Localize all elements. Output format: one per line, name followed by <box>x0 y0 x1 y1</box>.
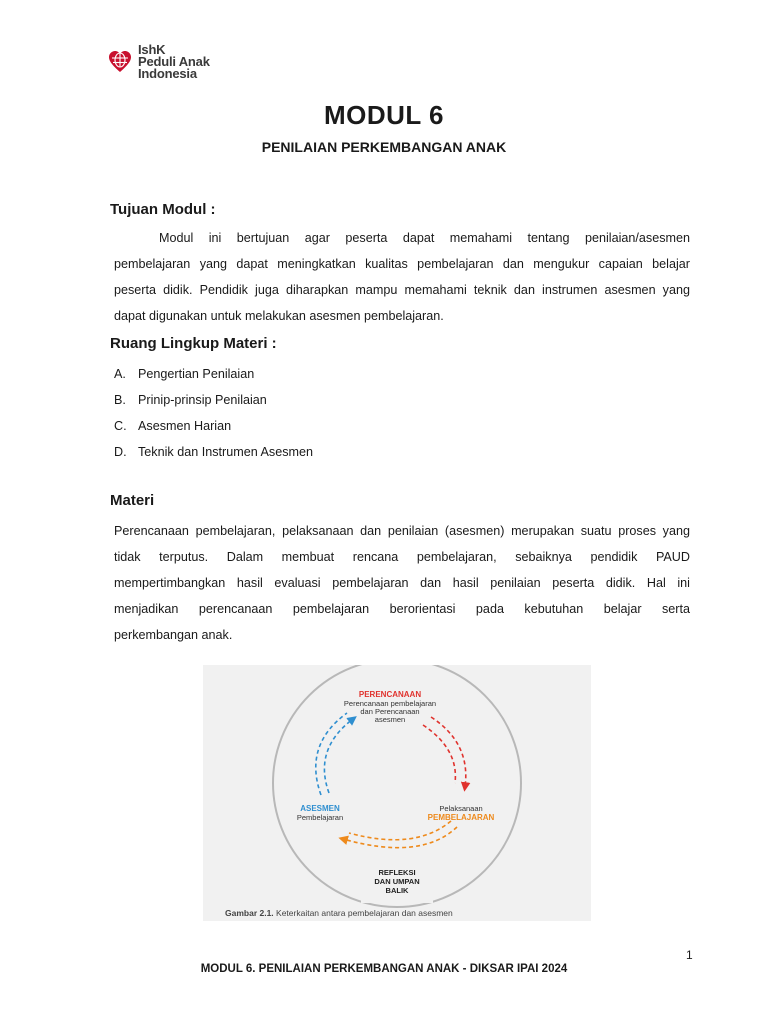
caption-label: Gambar 2.1. <box>225 908 274 918</box>
arrow-orange-outer <box>343 827 457 848</box>
arrow-blue-outer <box>324 719 353 793</box>
list-item-letter: C. <box>114 419 127 433</box>
ruang-lingkup-heading: Ruang Lingkup Materi : <box>110 335 277 352</box>
perencanaan-line-3: asesmen <box>374 715 406 724</box>
tujuan-line: peserta didik. Pendidik juga diharapkan mampu memahami teknik dan instrumen asesmen yang <box>114 283 690 297</box>
tujuan-line: Modul ini bertujuan agar peserta dapat memahami tentang penilaian/asesmen <box>159 231 690 245</box>
list-item-text: Asesmen Harian <box>138 419 232 433</box>
perencanaan-title: PERENCANAAN <box>358 690 422 699</box>
materi-heading: Materi <box>110 492 155 509</box>
materi-line: mempertimbangkan hasil evaluasi pembelajaran dan hasil penilaian peserta didik. Hal ini <box>114 576 690 590</box>
logo-text <box>138 44 210 80</box>
perencanaan-line-1: Perencanaan pembelajaran <box>343 699 437 708</box>
refleksi-line-1: REFLEKSI <box>378 868 416 877</box>
arrow-blue-inner <box>316 713 347 795</box>
arrow-red-inner <box>423 725 455 783</box>
materi-line: perkembangan anak. <box>114 628 233 642</box>
list-item-text: Pengertian Penilaian <box>138 367 255 381</box>
module-subtitle: PENILAIAN PERKEMBANGAN ANAK <box>261 139 507 155</box>
caption-text: Keterkaitan antara pembelajaran dan asesmen <box>273 908 453 918</box>
list-item-letter: B. <box>114 393 126 407</box>
ruang-lingkup-list <box>114 361 313 465</box>
perencanaan-line-2: dan Perencanaan <box>360 707 420 716</box>
tujuan-line: pembelajaran yang dapat meningkatkan kualitas pembelajaran dan mengukur capaian belajar <box>114 257 690 271</box>
tujuan-line: dapat digunakan untuk melakukan asesmen pembelajaran. <box>114 309 444 323</box>
materi-line: tidak terputus. Dalam membuat rencana pembelajaran, sebaiknya pendidik PAUD <box>114 550 690 564</box>
list-item-letter: A. <box>114 367 126 381</box>
materi-line: menjadikan perencanaan pembelajaran berorientasi pada kebutuhan belajar serta <box>114 602 690 616</box>
figure-cycle-diagram <box>203 665 591 921</box>
figure-caption <box>225 908 453 918</box>
list-item <box>114 413 313 439</box>
footer-text: MODUL 6. PENILAIAN PERKEMBANGAN ANAK - DIKSAR IPAI 2024 <box>200 963 568 975</box>
module-title: MODUL 6 <box>323 100 445 130</box>
refleksi-line-3: BALIK <box>385 886 409 895</box>
list-item-text: Prinip-prinsip Penilaian <box>138 393 267 407</box>
tujuan-heading: Tujuan Modul : <box>110 201 216 218</box>
materi-paragraph <box>114 518 690 648</box>
cycle-diagram <box>203 665 591 921</box>
logo-line-3: Indonesia <box>138 66 197 81</box>
materi-line: Perencanaan pembelajaran, pelaksanaan dan penilaian (asesmen) merupakan suatu proses yang <box>114 524 690 538</box>
list-item <box>114 439 313 465</box>
arrow-orange-inner <box>349 821 451 840</box>
logo-line-1: IshK <box>138 42 166 57</box>
heart-globe-icon <box>108 50 132 74</box>
page-number: 1 <box>686 948 693 962</box>
tujuan-paragraph <box>114 225 690 329</box>
list-item-letter: D. <box>114 445 127 459</box>
asesmen-title: ASESMEN <box>300 804 340 813</box>
list-item <box>114 361 313 387</box>
asesmen-sub: Pembelajaran <box>296 813 344 822</box>
logo <box>108 44 248 84</box>
pelaksanaan-title: PEMBELAJARAN <box>427 813 495 822</box>
list-item <box>114 387 313 413</box>
logo-line-2: Peduli Anak <box>138 54 210 69</box>
pelaksanaan-sub: Pelaksanaan <box>439 804 483 813</box>
list-item-text: Teknik dan Instrumen Asesmen <box>138 445 314 459</box>
refleksi-line-2: DAN UMPAN <box>374 877 420 886</box>
